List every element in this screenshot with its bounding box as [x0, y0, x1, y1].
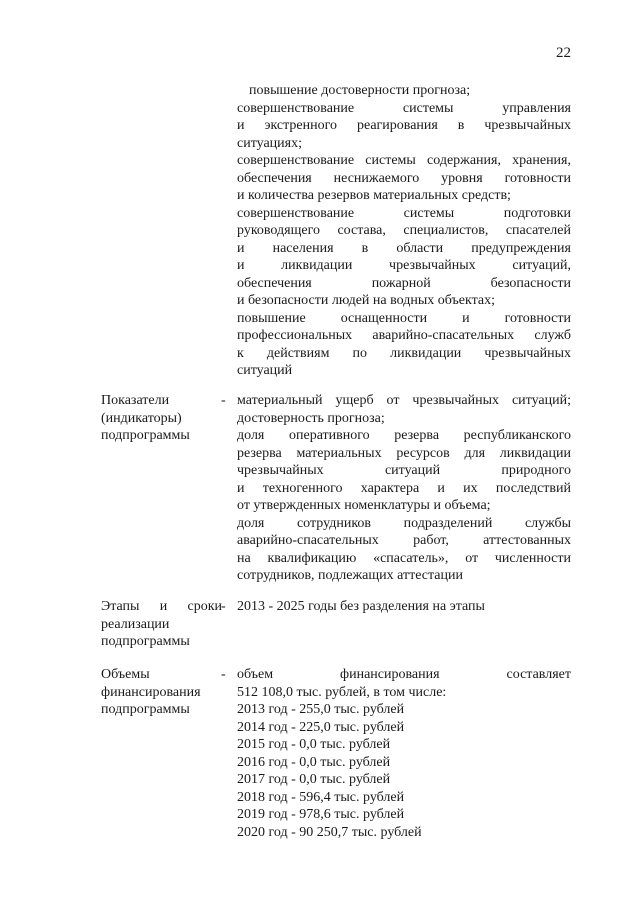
label-line: подпрограммы [101, 702, 190, 717]
label-line: реализации [101, 616, 170, 632]
text-line: и количества резервов материальных средств; [237, 188, 511, 203]
funding-label [101, 666, 223, 719]
stages-label [101, 598, 223, 651]
funding-year-line: 2014 год - 225,0 тыс. рублей [237, 719, 405, 735]
indicators-label [101, 392, 223, 445]
page-number: 22 [556, 45, 571, 61]
stages-text [237, 598, 571, 616]
text-line: 2013 - 2025 годы без разделения на этапы [237, 599, 485, 614]
text-line: чрезвычайных ситуаций природного [237, 463, 571, 478]
text-line: совершенствование системы управления [237, 100, 571, 116]
text-line: профессиональных аварийно-спасательных служб [237, 328, 571, 343]
stages-dash: - [221, 599, 226, 614]
text-line: повышение оснащенности и готовности [237, 310, 571, 326]
label-line: Этапы и сроки [101, 599, 222, 614]
text-line: руководящего состава, специалистов, спасателей [237, 223, 571, 238]
text-line: достоверность прогноза; [237, 410, 385, 426]
label-line: Объемы [101, 667, 150, 682]
label-line: подпрограммы [101, 428, 190, 443]
text-line: на квалификацию «спасатель», от численности [237, 550, 571, 566]
label-line: финансирования [101, 684, 201, 700]
text-line: совершенствование системы подготовки [237, 205, 571, 221]
funding-year-line: 2015 год - 0,0 тыс. рублей [237, 737, 391, 752]
funding-text [237, 666, 571, 841]
funding-year-line: 2017 год - 0,0 тыс. рублей [237, 772, 391, 787]
text-line: совершенствование системы содержания, хранения, [237, 153, 571, 168]
text-line: и техногенного характера и их последствий [237, 480, 571, 496]
text-line: объем финансирования составляет [237, 667, 571, 682]
text-line: резерва материальных ресурсов для ликвидации [237, 445, 571, 461]
indicators-text [237, 392, 571, 585]
funding-year-line: 2013 год - 255,0 тыс. рублей [237, 702, 405, 717]
goals-continuation-text [237, 82, 571, 380]
funding-dash: - [221, 667, 226, 682]
text-line: и ликвидации чрезвычайных ситуаций, [237, 258, 571, 273]
text-line: сотрудников, подлежащих аттестации [237, 568, 463, 583]
text-line: и населения в области предупреждения [237, 240, 571, 256]
text-line: обеспечения неснижаемого уровня готовности [237, 170, 571, 186]
text-line: ситуациях; [237, 135, 302, 151]
funding-year-line: 2019 год - 978,6 тыс. рублей [237, 807, 405, 822]
text-line: ситуаций [237, 363, 293, 378]
text-line: обеспечения пожарной безопасности [237, 275, 571, 291]
text-line: 512 108,0 тыс. рублей, в том числе: [237, 684, 447, 700]
text-line: и экстренного реагирования в чрезвычайных [237, 118, 571, 133]
label-line: Показатели [101, 393, 170, 408]
text-line: к действиям по ликвидации чрезвычайных [237, 345, 571, 361]
indicators-dash: - [221, 393, 226, 408]
text-line: от утвержденных номенклатуры и объема; [237, 498, 491, 513]
text-line: аварийно-спасательных работ, аттестованных [237, 533, 571, 548]
text-line: доля оперативного резерва республиканского [237, 428, 571, 443]
funding-year-line: 2016 год - 0,0 тыс. рублей [237, 754, 391, 770]
label-line: (индикаторы) [101, 410, 182, 426]
label-line: подпрограммы [101, 634, 190, 649]
text-line: материальный ущерб от чрезвычайных ситуаций; [237, 393, 571, 408]
funding-year-line: 2020 год - 90 250,7 тыс. рублей [237, 824, 422, 840]
text-line: повышение достоверности прогноза; [249, 83, 471, 98]
text-line: и безопасности людей на водных объектах; [237, 293, 495, 308]
funding-year-line: 2018 год - 596,4 тыс. рублей [237, 789, 405, 805]
text-line: доля сотрудников подразделений службы [237, 515, 571, 531]
